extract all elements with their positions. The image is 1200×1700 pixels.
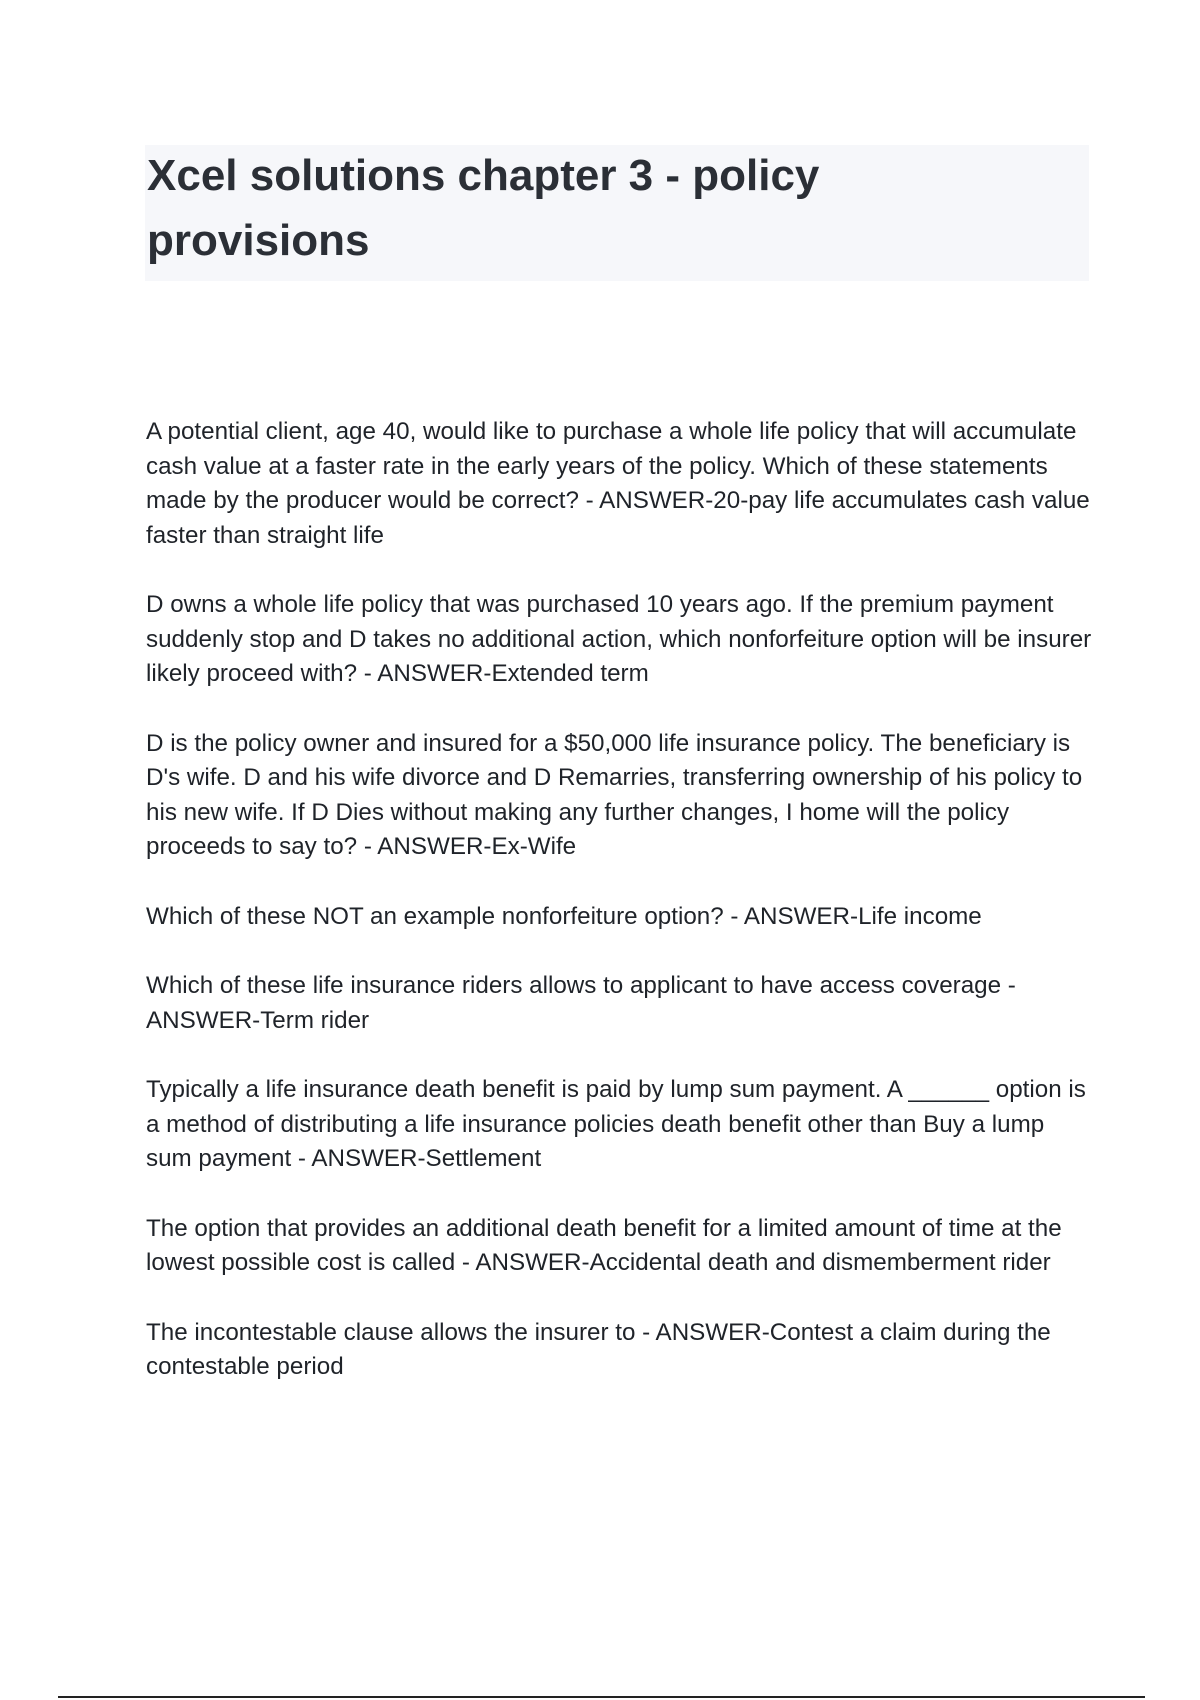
qa-item: A potential client, age 40, would like to purchase a whole life policy that will accumulate cash value at a faster rate in the early years of the policy. Which of these statements made by the producer would be correct? - ANSWER-20-pay life accumulates cash value faster than straight life [146, 418, 1090, 549]
qa-item: Typically a life insurance death benefit is paid by lump sum payment. A ______ option is a method of distributing a life insurance policies death benefit other than Buy a lump sum payment - ANSWER-Settlement [146, 1076, 1086, 1172]
page-bottom-rule [58, 1696, 1145, 1698]
title-block [145, 145, 1089, 281]
qa-item: D owns a whole life policy that was purchased 10 years ago. If the premium payment suddenly stop and D takes no additional action, which nonforfeiture option will be insurer likely proceed with? - ANSWER-Extended term [146, 591, 1092, 687]
qa-list [146, 415, 1096, 1420]
qa-item: The incontestable clause allows the insurer to - ANSWER-Contest a claim during the contestable period [146, 1318, 1051, 1380]
qa-item: Which of these life insurance riders allows to applicant to have access coverage - ANSWER-Term rider [146, 972, 1016, 1034]
page-title: Xcel solutions chapter 3 - policy provisions [147, 151, 820, 265]
qa-item: Which of these NOT an example nonforfeiture option? - ANSWER-Life income [146, 902, 982, 930]
qa-item: The option that provides an additional death benefit for a limited amount of time at the lowest possible cost is called - ANSWER-Accidental death and dismemberment rider [146, 1214, 1062, 1276]
qa-item: D is the policy owner and insured for a $50,000 life insurance policy. The beneficiary is D's wife. D and his wife divorce and D Remarries, transferring ownership of his policy to his new wife. If D Dies without making any further changes, I home will the policy proceeds to say to? - ANSWER-Ex-Wife [146, 729, 1083, 860]
